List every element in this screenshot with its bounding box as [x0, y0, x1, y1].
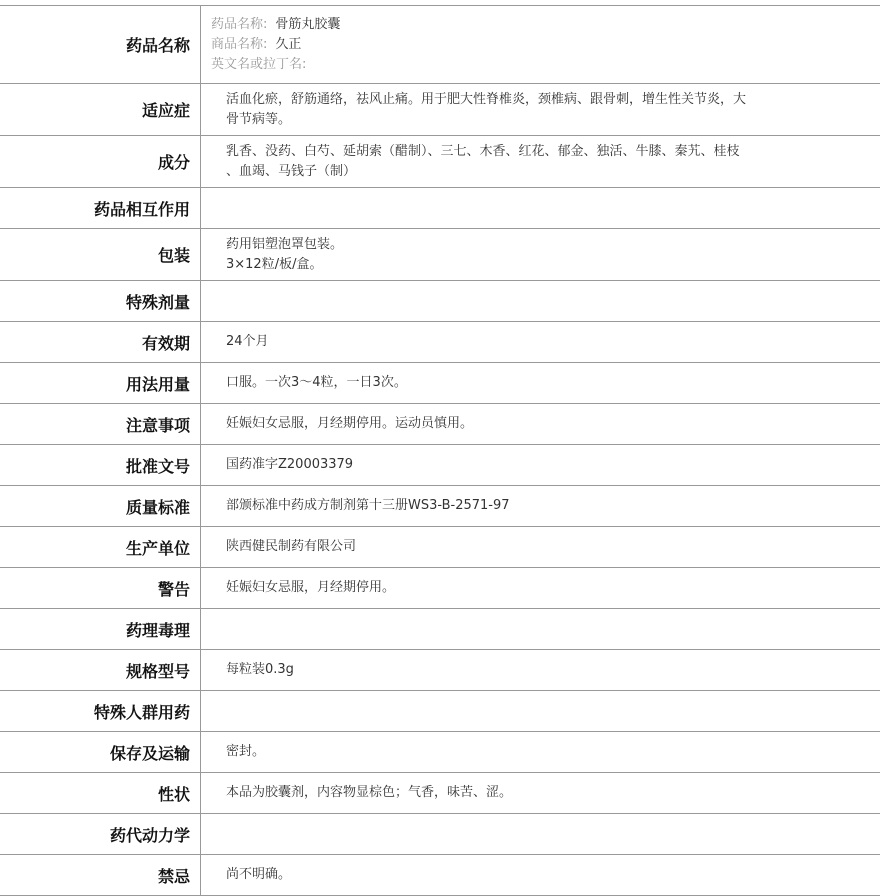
- value-line: 活血化瘀，舒筋通络，祛风止痛。用于肥大性脊椎炎，颈椎病、跟骨刺，增生性关节炎，大: [226, 90, 790, 110]
- spec-row: [0, 691, 880, 732]
- row-value: [201, 363, 880, 404]
- row-value: [201, 855, 880, 896]
- row-value: [201, 445, 880, 486]
- value-line: 乳香、没药、白芍、延胡索（醋制）、三七、木香、红花、郁金、独活、牛膝、秦艽、桂枝: [226, 142, 790, 162]
- row-drug-names: [0, 6, 880, 84]
- value-line: 3×12粒/板/盒。: [226, 255, 790, 275]
- names-cell: [201, 6, 880, 84]
- value-line: 妊娠妇女忌服，月经期停用。运动员慎用。: [226, 414, 790, 434]
- generic-name-line: [211, 15, 870, 35]
- row-label: 有效期: [0, 322, 201, 363]
- row-value: [201, 188, 880, 229]
- row-value: [201, 691, 880, 732]
- generic-name-value: 骨筋丸胶囊: [275, 17, 340, 32]
- value-line: 国药准字Z20003379: [226, 455, 790, 475]
- row-value: [201, 568, 880, 609]
- row-value: [201, 527, 880, 568]
- latin-name-line: [211, 55, 870, 75]
- row-label: 特殊剂量: [0, 281, 201, 322]
- row-value: [201, 404, 880, 445]
- row-value: [201, 814, 880, 855]
- row-value: [201, 650, 880, 691]
- row-label: 警告: [0, 568, 201, 609]
- row-value: [201, 281, 880, 322]
- brand-name-line: [211, 35, 870, 55]
- value-line: 药用铝塑泡罩包装。: [226, 235, 790, 255]
- row-value: [201, 732, 880, 773]
- row-value: [201, 486, 880, 527]
- generic-name-key: 药品名称:: [211, 17, 267, 32]
- spec-row: [0, 229, 880, 281]
- value-line: 本品为胶囊剂，内容物显棕色；气香，味苦、涩。: [226, 783, 790, 803]
- value-line: 尚不明确。: [226, 865, 790, 885]
- spec-row: [0, 188, 880, 229]
- spec-row: [0, 322, 880, 363]
- row-label: 成分: [0, 136, 201, 188]
- spec-row: [0, 609, 880, 650]
- value-line: 口服。一次3～4粒，一日3次。: [226, 373, 790, 393]
- spec-row: [0, 486, 880, 527]
- value-line: 部颁标准中药成方制剂第十三册WS3-B-2571-97: [226, 496, 790, 516]
- row-label: 性状: [0, 773, 201, 814]
- spec-row: [0, 568, 880, 609]
- latin-name-key: 英文名或拉丁名:: [211, 57, 306, 72]
- value-line: 24个月: [226, 332, 790, 352]
- row-label: 适应症: [0, 84, 201, 136]
- brand-name-value: 久正: [275, 37, 301, 52]
- spec-row: [0, 527, 880, 568]
- row-label: 药代动力学: [0, 814, 201, 855]
- row-value: [201, 229, 880, 281]
- value-line: 、血竭、马钱子（制）: [226, 162, 790, 182]
- row-label: 包装: [0, 229, 201, 281]
- row-label: 药品名称: [0, 6, 201, 84]
- row-label: 药理毒理: [0, 609, 201, 650]
- row-label: 批准文号: [0, 445, 201, 486]
- row-value: [201, 773, 880, 814]
- row-value: [201, 136, 880, 188]
- spec-row: [0, 773, 880, 814]
- row-value: [201, 322, 880, 363]
- spec-row: [0, 84, 880, 136]
- row-label: 用法用量: [0, 363, 201, 404]
- brand-name-key: 商品名称:: [211, 37, 267, 52]
- spec-row: [0, 281, 880, 322]
- row-label: 注意事项: [0, 404, 201, 445]
- spec-row: [0, 855, 880, 896]
- row-label: 质量标准: [0, 486, 201, 527]
- spec-row: [0, 404, 880, 445]
- row-label: 规格型号: [0, 650, 201, 691]
- spec-row: [0, 814, 880, 855]
- row-label: 保存及运输: [0, 732, 201, 773]
- value-line: 密封。: [226, 742, 790, 762]
- row-value: [201, 609, 880, 650]
- value-line: 陕西健民制药有限公司: [226, 537, 790, 557]
- spec-row: [0, 363, 880, 404]
- row-label: 禁忌: [0, 855, 201, 896]
- spec-row: [0, 650, 880, 691]
- spec-row: [0, 445, 880, 486]
- value-line: 每粒装0.3g: [226, 660, 790, 680]
- value-line: 妊娠妇女忌服，月经期停用。: [226, 578, 790, 598]
- row-value: [201, 84, 880, 136]
- spec-row: [0, 732, 880, 773]
- drug-spec-table: [0, 5, 880, 896]
- row-label: 生产单位: [0, 527, 201, 568]
- value-line: 骨节病等。: [226, 110, 790, 130]
- row-label: 药品相互作用: [0, 188, 201, 229]
- row-label: 特殊人群用药: [0, 691, 201, 732]
- spec-row: [0, 136, 880, 188]
